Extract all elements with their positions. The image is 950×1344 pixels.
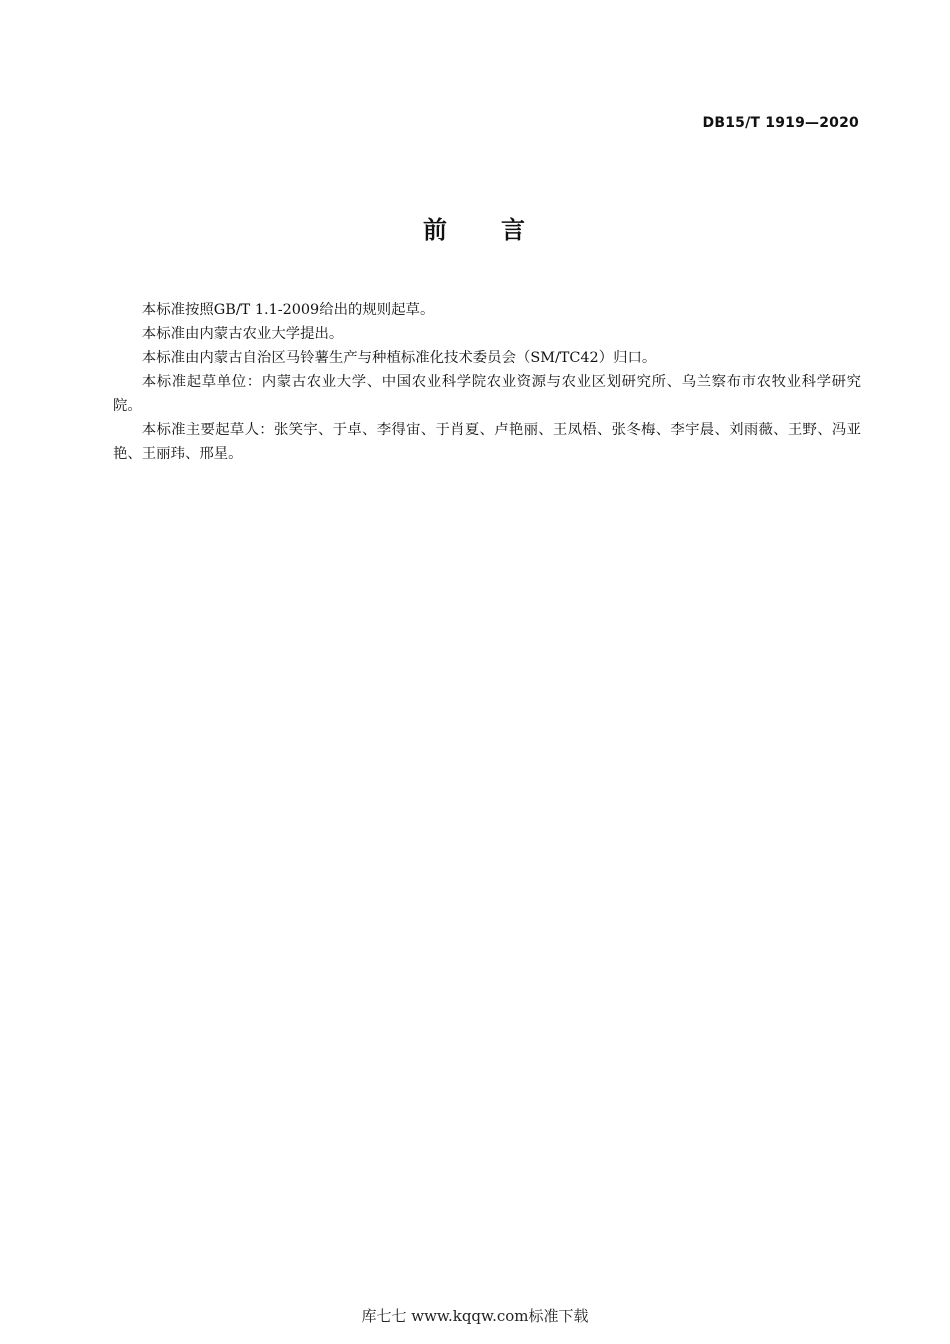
paragraph-committee: 本标准由内蒙古自治区马铃薯生产与种植标准化技术委员会（SM/TC42）归口。 [141, 350, 657, 366]
title-char-1: 前 [423, 216, 449, 244]
paragraph-drafting-units: 本标准起草单位：内蒙古农业大学、中国农业科学院农业资源与农业区划研究所、乌兰察布市农牧业科学研究院。 [113, 374, 861, 414]
footer-watermark: 库七七 www.kqqw.com标准下载 [361, 1307, 589, 1325]
paragraph-drafters: 本标准主要起草人：张笑宇、于卓、李得宙、于肖夏、卢艳丽、王凤梧、张冬梅、李宇晨、刘雨薇、王野、冯亚艳、王丽玮、邢星。 [113, 422, 861, 462]
document-code: DB15/T 1919—2020 [702, 115, 859, 131]
title-char-2: 言 [501, 216, 527, 244]
foreword-body [113, 298, 861, 466]
paragraph-proposer: 本标准由内蒙古农业大学提出。 [141, 326, 344, 342]
page-title [0, 210, 950, 245]
paragraph-drafting-rules: 本标准按照GB/T 1.1-2009给出的规则起草。 [141, 302, 435, 318]
